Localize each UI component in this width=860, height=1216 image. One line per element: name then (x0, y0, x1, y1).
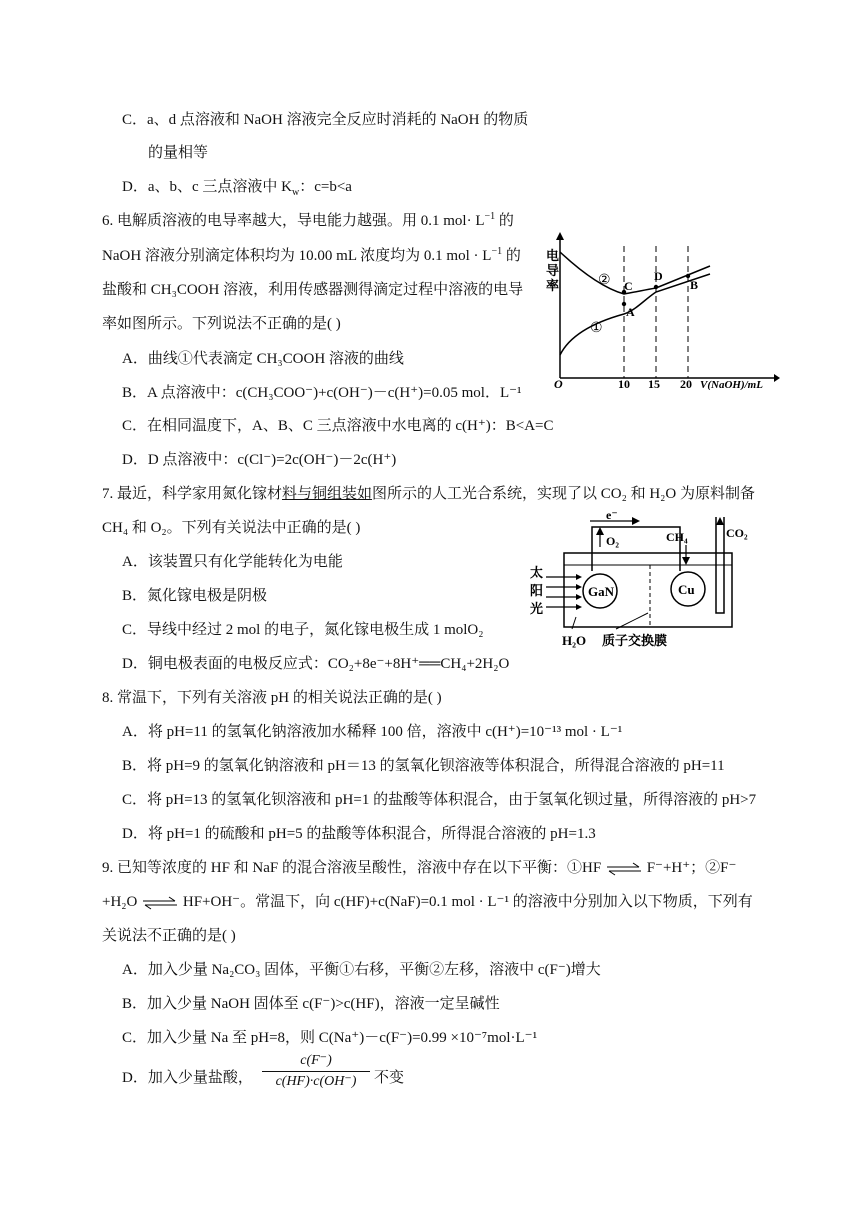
curve-2-label: ② (598, 273, 611, 288)
light-ray-2-head (576, 584, 582, 590)
light-ray-3-head (576, 594, 582, 600)
fraction-denominator: c(HF)·c(OH⁻) (275, 1074, 357, 1089)
o2-label: O₂ (606, 534, 619, 548)
q8-option-d: D．将 pH=1 的硫酸和 pH=5 的盐酸等体积混合，所得混合溶液的 pH=1.3 (122, 826, 596, 842)
y-label-3: 率 (546, 278, 560, 293)
xtick-10: 10 (618, 377, 630, 390)
fraction-bar (262, 1071, 370, 1072)
q9-stem-line1: 9. 已知等浓度的 HF 和 NaF 的混合溶液呈酸性，溶液中存在以下平衡：①HF F⁻+H⁺；②F⁻ (102, 860, 737, 876)
curve-1-label: ① (590, 321, 603, 336)
q9-fraction (262, 1052, 370, 1091)
q7-option-a: A．该装置只有化学能转化为电能 (122, 554, 343, 570)
membrane-label: 质子交换膜 (602, 633, 668, 648)
point-c-label: C (624, 279, 633, 293)
ch4-label: CH₄ (666, 530, 688, 544)
ch4-arrow-head (682, 557, 690, 565)
conductivity-chart (540, 230, 780, 390)
q8-stem: 8. 常温下，下列有关溶液 pH 的相关说法正确的是( ) (102, 690, 442, 706)
q9-option-a: A．加入少量 Na₂CO₃ 固体，平衡①右移，平衡②左移，溶液中 c(F⁻)增大 (122, 962, 601, 978)
q5-option-d: D．a、b、c 三点溶液中 $K_w$：c=b<a (122, 179, 352, 198)
q6-stem-line2: NaOH 溶液分别滴定体积均为 10.00 mL 浓度均为 0.1 mol · $L^{-1}$ 的 (102, 246, 521, 264)
q8-option-c: C．将 pH=13 的氢氧化钡溶液和 pH=1 的盐酸等体积混合，由于氢氧化钡过量，所得溶液的 pH>7 (122, 792, 757, 808)
h2o-label: H₂O (562, 633, 587, 648)
q9-stem-line2: +H₂O HF+OH⁻。常温下，向 c(HF)+c(NaF)=0.1 mol · L⁻¹ 的溶液中分别加入以下物质，下列有 (102, 894, 753, 910)
equilibrium-arrow-icon (605, 862, 643, 876)
origin-label: O (554, 377, 563, 390)
y-axis-arrow (556, 232, 564, 240)
fraction-numerator: c(F⁻) (300, 1053, 332, 1068)
q7-stem-line2: CH₄ 和 O₂。下列有关说法中正确的是( ) (102, 520, 361, 536)
sun-label-1: 太 (530, 565, 544, 580)
q7-option-d: D．铜电极表面的电极反应式：CO₂+8e⁻+8H⁺══CH₄+2H₂O (122, 656, 510, 672)
q6-option-a: A．曲线①代表滴定 CH₃COOH 溶液的曲线 (122, 351, 404, 367)
q6-stem-line4: 率如图所示。下列说法不正确的是( ) (102, 316, 341, 332)
q9-option-c: C．加入少量 Na 至 pH=8，则 C(Na⁺)－c(F⁻)=0.99 ×10⁻⁷mol·L⁻¹ (122, 1030, 538, 1046)
sun-label-3: 光 (530, 601, 544, 616)
q6-option-d: D．D 点溶液中：c(Cl⁻)=2c(OH⁻)－2c(H⁺) (122, 452, 397, 468)
q6-stem-line3: 盐酸和 CH₃COOH 溶液，利用传感器测得滴定过程中溶液的电导 (102, 282, 524, 298)
q6-option-b: B．A 点溶液中：c(CH₃COO⁻)+c(OH⁻)－c(H⁺)=0.05 mol．L⁻¹ (122, 385, 522, 401)
q8-option-b: B．将 pH=9 的氢氧化钠溶液和 pH＝13 的氢氧化钡溶液等体积混合，所得混合溶液的 pH=11 (122, 758, 725, 774)
xtick-20: 20 (680, 377, 692, 390)
co2-label: CO₂ (726, 526, 748, 540)
q7-stem-line1: 7. 最近，科学家用氮化镓材料与铜组装如图所示的人工光合系统，实现了以 CO₂ 和 H₂O 为原料制备 (102, 486, 755, 502)
photosynthesis-device-figure (528, 505, 760, 653)
co2-arrow-head (716, 517, 724, 525)
xtick-15: 15 (648, 377, 660, 390)
y-label-1: 电 (546, 248, 560, 263)
q6-option-c: C．在相同温度下，A、B、C 三点溶液中水电离的 c(H⁺)：B<A=C (122, 418, 554, 434)
q8-option-a: A．将 pH=11 的氢氧化钠溶液加水稀释 100 倍，溶液中 c(H⁺)=10⁻¹³ mol · L⁻¹ (122, 724, 623, 740)
q9-option-b: B．加入少量 NaOH 固体至 c(F⁻)>c(HF)，溶液一定呈碱性 (122, 996, 500, 1012)
sun-label-2: 阳 (530, 583, 544, 598)
equilibrium-arrow-icon (141, 896, 179, 910)
x-axis-label: V(NaOH)/mL (700, 379, 763, 390)
q5-option-c-line1: C．a、d 点溶液和 NaOH 溶液完全反应时消耗的 NaOH 的物质 (122, 112, 529, 128)
x-axis-arrow (774, 374, 780, 382)
q9-option-d-prefix: D．加入少量盐酸， (122, 1070, 253, 1086)
q6-stem-line1: 6. 电解质溶液的电导率越大，导电能力越强。用 0.1 $mol\cdot L^{-1}$ 的 (102, 211, 514, 229)
electron-arrow-head (632, 517, 640, 525)
o2-arrow-head (596, 527, 604, 535)
cu-label: Cu (678, 582, 695, 597)
q7-option-c: C．导线中经过 2 mol 的电子，氮化镓电极生成 1 molO₂ (122, 622, 484, 638)
light-ray-1-head (576, 574, 582, 580)
point-d-mark (654, 285, 658, 289)
q9-stem-line3: 关说法不正确的是( ) (102, 928, 236, 944)
q7-option-b: B．氮化镓电极是阴极 (122, 588, 268, 604)
point-a-label: A (626, 305, 635, 319)
y-label-2: 导 (546, 263, 560, 278)
point-b-label: B (690, 278, 699, 292)
light-ray-4-head (576, 604, 582, 610)
q9-option-d-suffix: 不变 (374, 1070, 405, 1086)
electron-label: e⁻ (606, 508, 618, 522)
q5-option-c-line2: 的量相等 (148, 145, 209, 161)
point-d-label: D (654, 269, 663, 283)
gan-label: GaN (588, 584, 614, 599)
